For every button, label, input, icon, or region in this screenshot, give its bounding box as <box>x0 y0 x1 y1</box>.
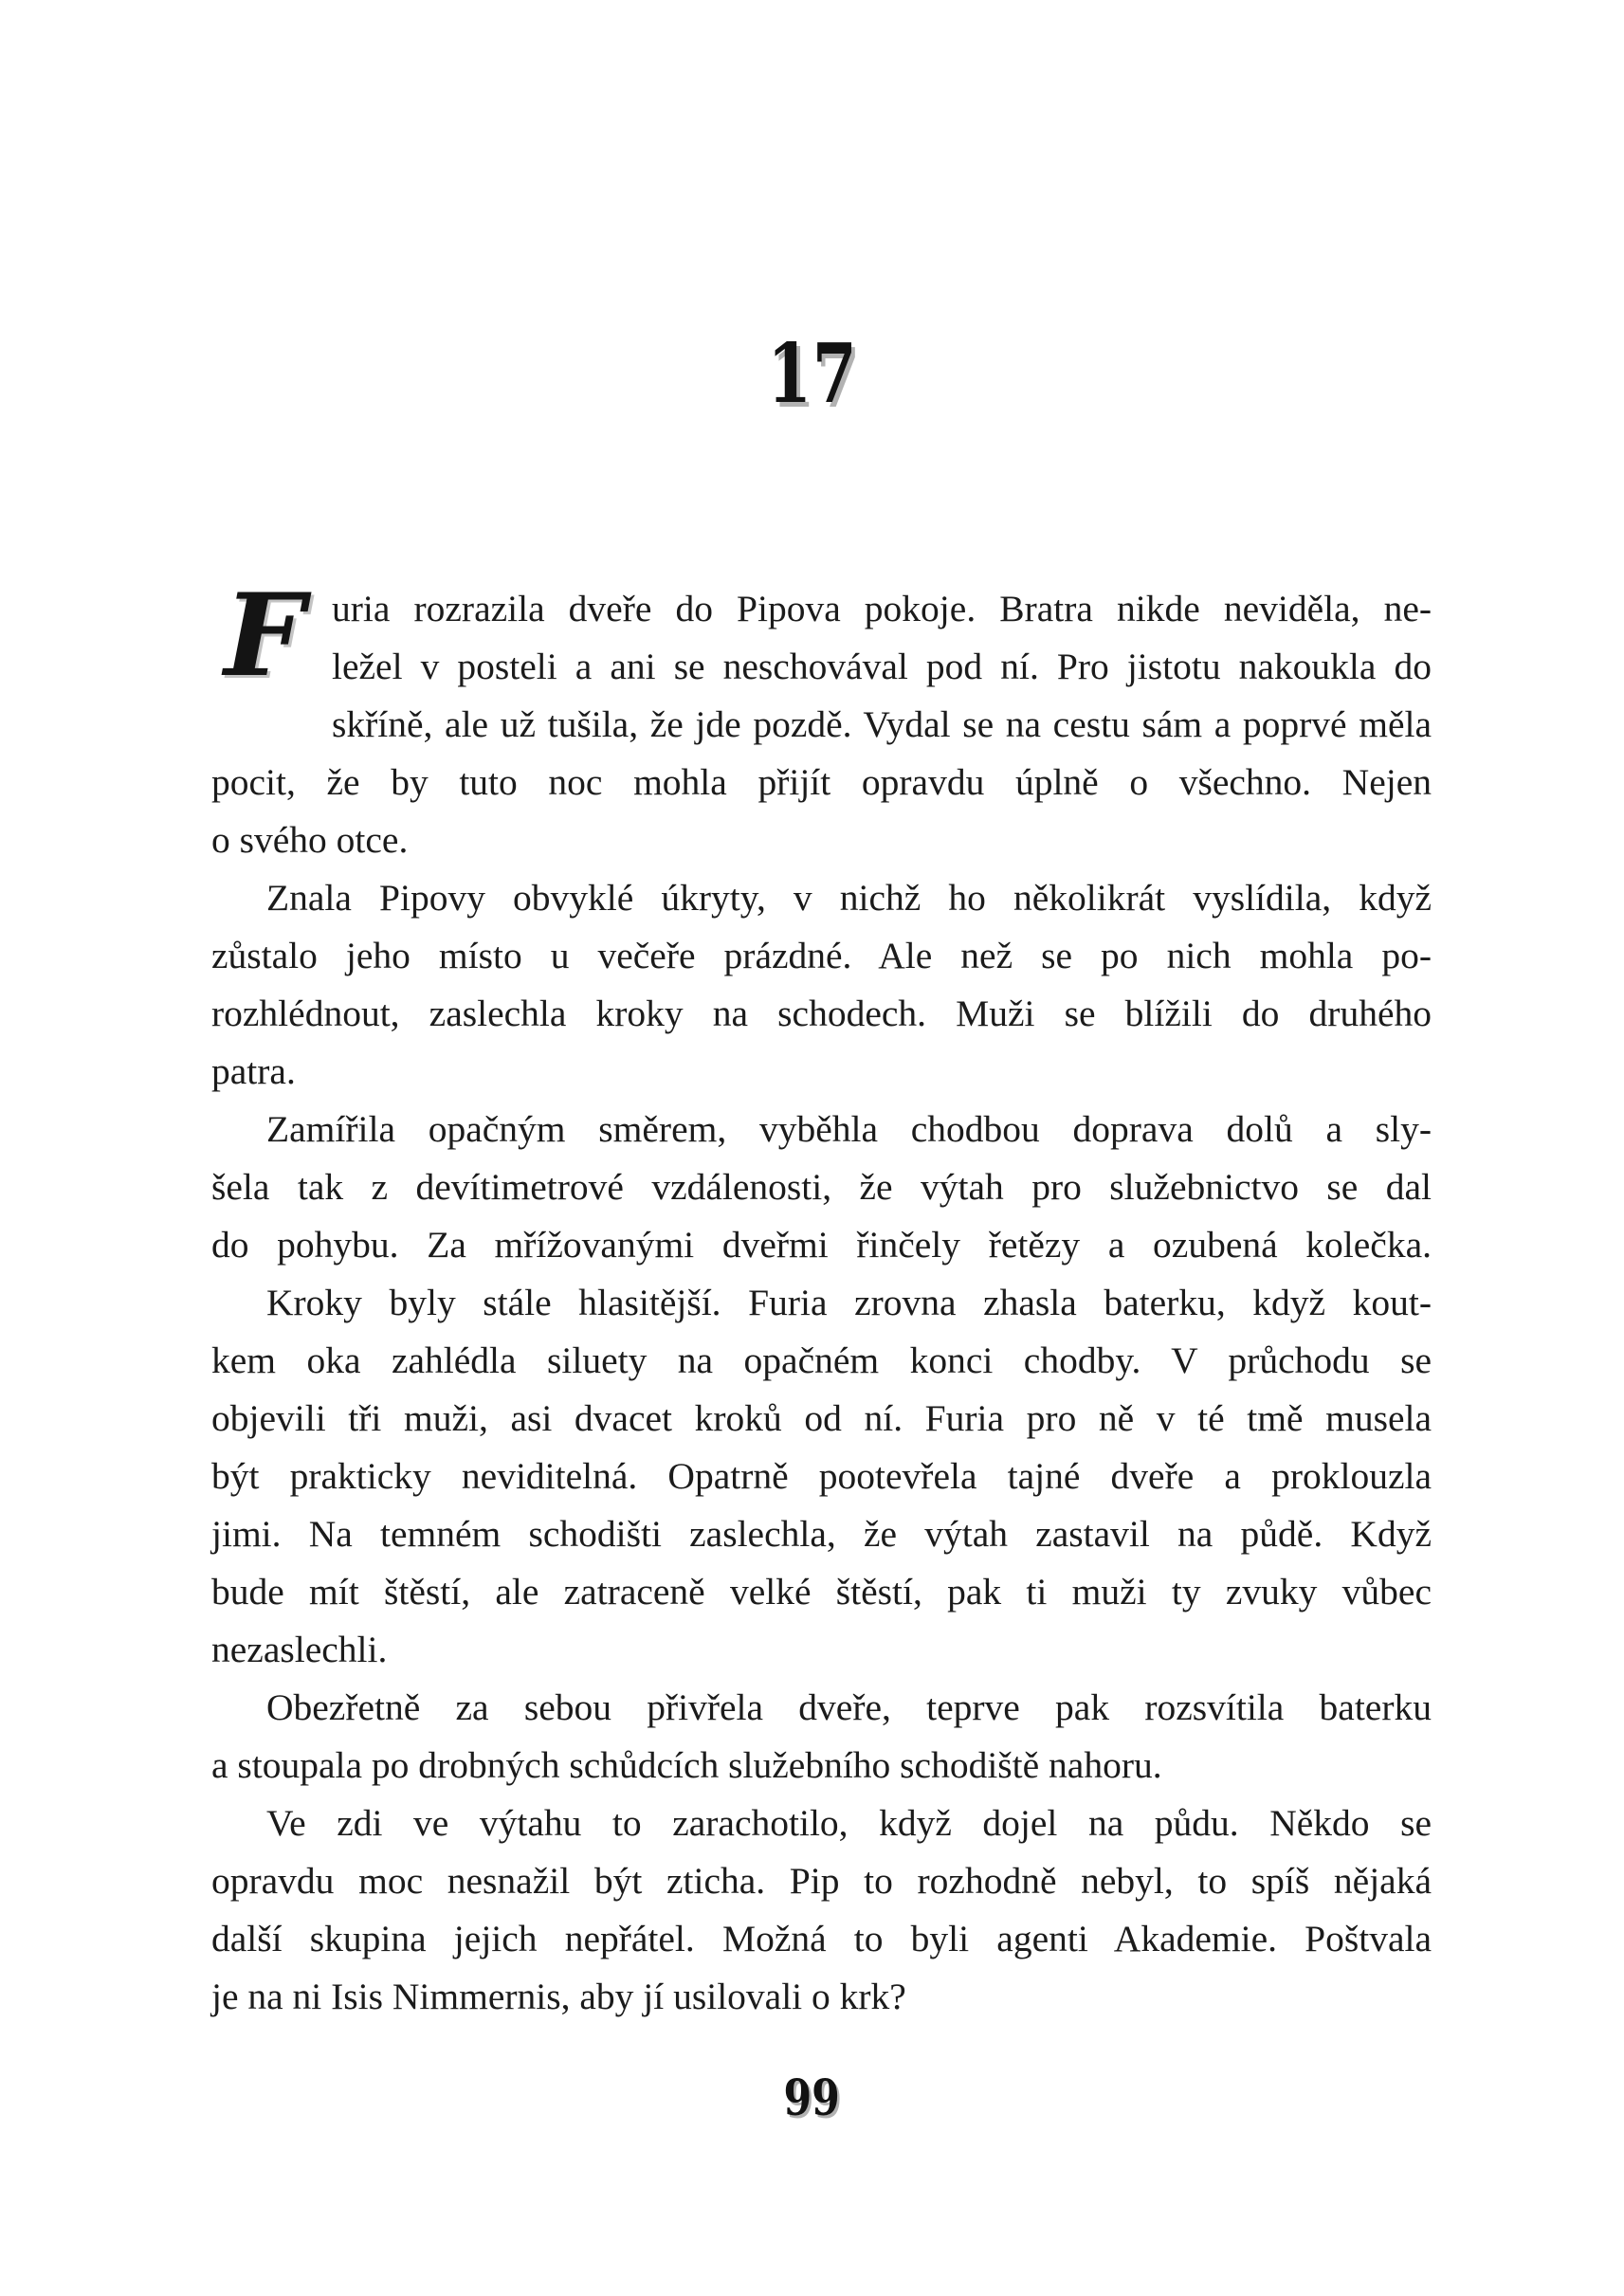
text-line: uria rozrazila dveře do Pipova pokoje. Bratra nikde neviděla, ne- <box>332 588 1432 629</box>
text-line: a stoupala po drobných schůdcích služebního schodiště nahoru. <box>211 1744 1162 1786</box>
text-line: je na ni Isis Nimmernis, aby jí usilovali o krk? <box>211 1976 906 2017</box>
text-line: rozhlédnout, zaslechla kroky na schodech. Muži se blížili do druhého <box>211 993 1432 1034</box>
paragraph <box>211 1795 1432 2026</box>
text-line: skříně, ale už tušila, že jde pozdě. Vydal se na cestu sám a poprvé měla <box>332 703 1432 745</box>
body-text <box>211 569 1432 2026</box>
paragraph <box>211 1101 1432 1274</box>
chapter-number: 17 <box>767 326 857 422</box>
page-number: 99 <box>783 2069 841 2127</box>
text-line: Zamířila opačným směrem, vyběhla chodbou doprava dolů a sly- <box>266 1108 1432 1150</box>
text-line: ležel v posteli a ani se neschovával pod ní. Pro jistotu nakoukla do <box>332 646 1432 687</box>
text-line: Znala Pipovy obvyklé úkryty, v nichž ho několikrát vyslídila, když <box>266 877 1432 919</box>
text-line: objevili tři muži, asi dvacet kroků od ní. Furia pro ně v té tmě musela <box>211 1397 1432 1439</box>
paragraph <box>211 569 1432 869</box>
text-line: bude mít štěstí, ale zatraceně velké štěstí, pak ti muži ty zvuky vůbec <box>211 1571 1432 1613</box>
paragraph <box>211 869 1432 1101</box>
text-line: opravdu moc nesnažil být zticha. Pip to rozhodně nebyl, to spíš nějaká <box>211 1860 1432 1902</box>
text-line: zůstalo jeho místo u večeře prázdné. Ale než se po nich mohla po- <box>211 935 1432 976</box>
text-line: pocit, že by tuto noc mohla přijít opravdu úplně o všechno. Nejen <box>211 761 1432 803</box>
page-footer <box>0 2069 1624 2127</box>
text-line: Ve zdi ve výtahu to zarachotilo, když dojel na půdu. Někdo se <box>266 1802 1432 1844</box>
text-line: patra. <box>211 1050 296 1092</box>
paragraph <box>211 1679 1432 1795</box>
chapter-heading <box>0 326 1624 422</box>
text-line: jimi. Na temném schodišti zaslechla, že výtah zastavil na půdě. Když <box>211 1513 1432 1555</box>
text-line: šela tak z devítimetrové vzdálenosti, že výtah pro služebnictvo se dal <box>211 1166 1432 1208</box>
text-line: nezaslechli. <box>211 1629 388 1670</box>
text-line: další skupina jejich nepřátel. Možná to byli agenti Akademie. Poštvala <box>211 1918 1432 1959</box>
text-line: Obezřetně za sebou přivřela dveře, teprve pak rozsvítila baterku <box>266 1686 1432 1728</box>
text-line: kem oka zahlédla siluety na opačném konci chodby. V průchodu se <box>211 1339 1432 1381</box>
text-line: být prakticky neviditelná. Opatrně pootevřela tajné dveře a proklouzla <box>211 1455 1432 1497</box>
text-line: do pohybu. Za mřížovanými dveřmi řinčely řetězy a ozubená kolečka. <box>211 1224 1432 1266</box>
text-line: Kroky byly stále hlasitější. Furia zrovna zhasla baterku, když kout- <box>266 1282 1432 1323</box>
text-line: o svého otce. <box>211 819 409 861</box>
drop-cap: F <box>224 569 305 702</box>
paragraph <box>211 1274 1432 1679</box>
